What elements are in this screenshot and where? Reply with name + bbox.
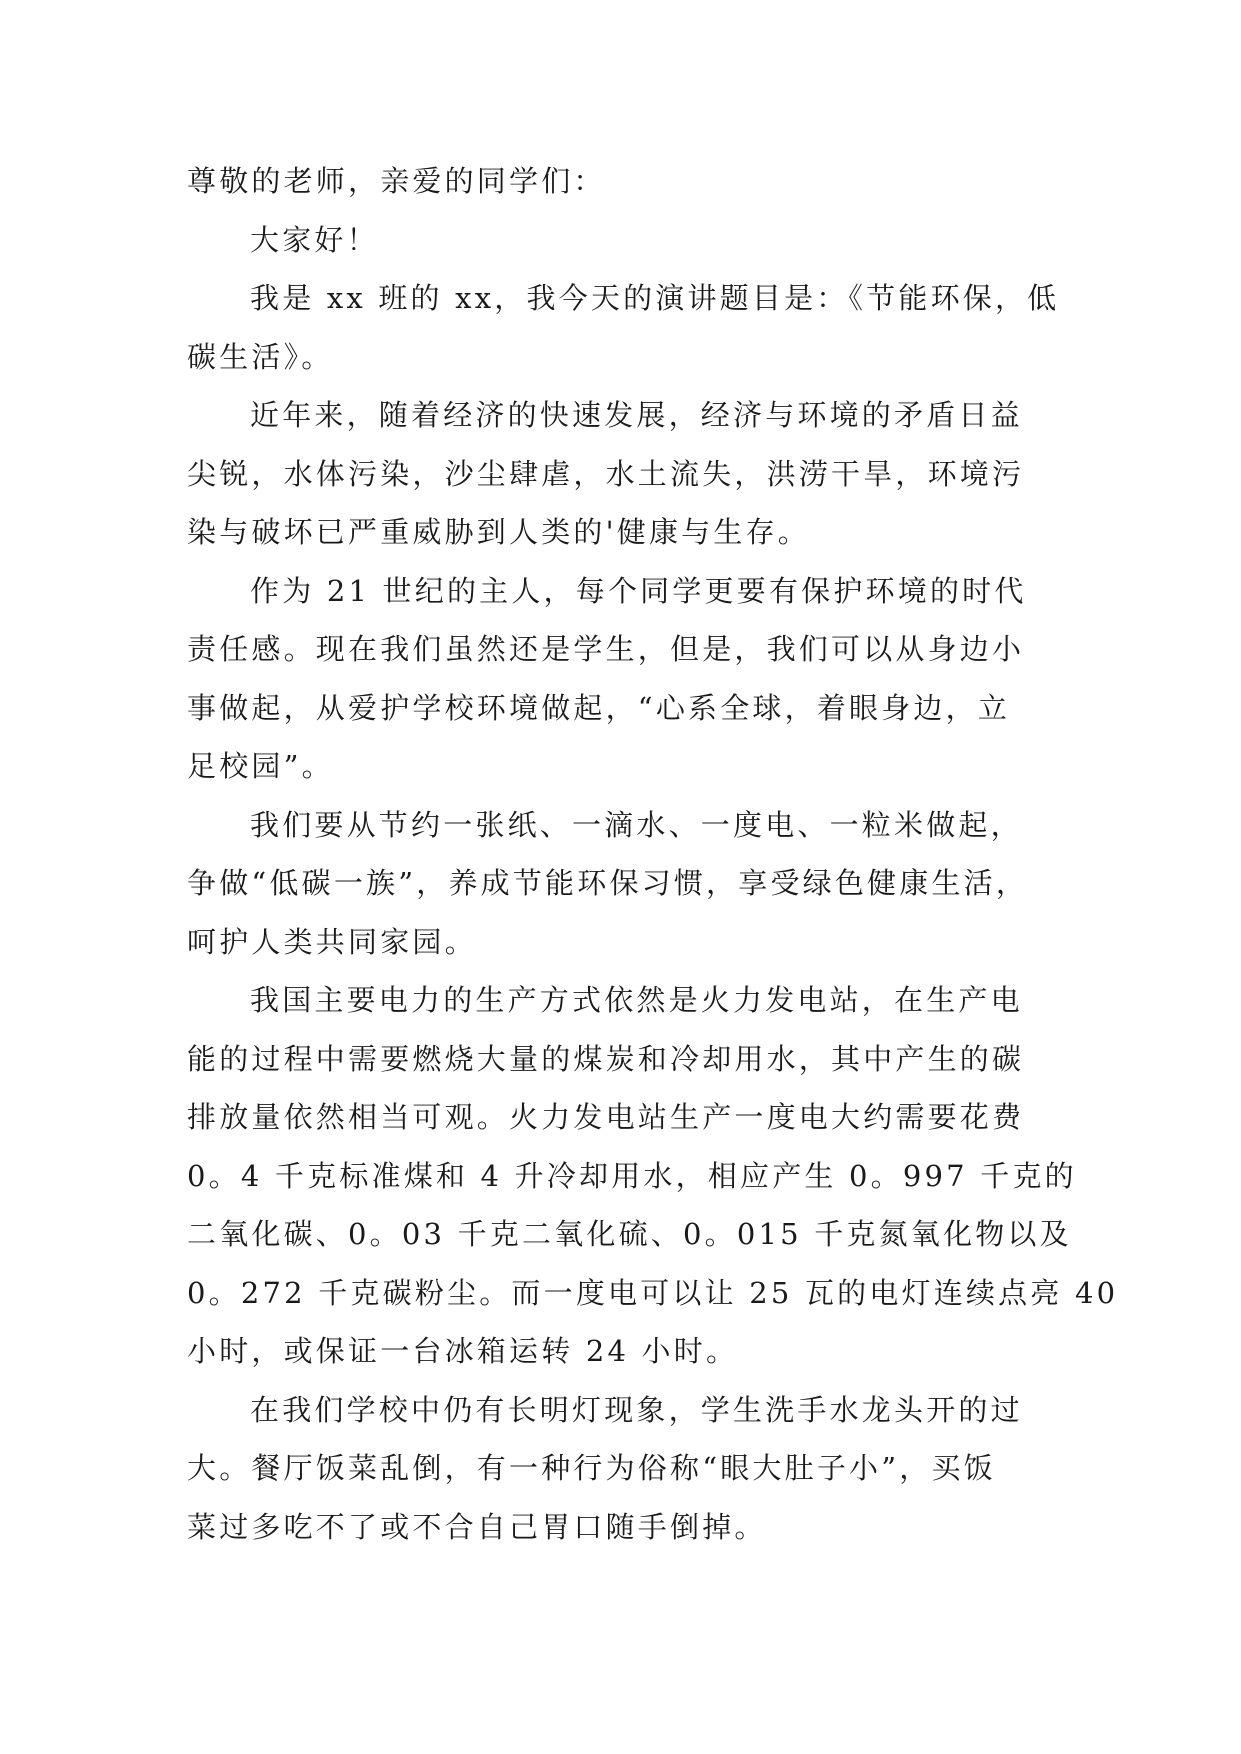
text-line: 尖锐，水体污染，沙尘肆虐，水土流失，洪涝干旱，环境污 <box>187 456 1025 491</box>
text-line: 碳生活》。 <box>187 339 334 374</box>
text-line: 在我们学校中仍有长明灯现象，学生洗手水龙头开的过 <box>250 1392 1023 1427</box>
text-line: 责任感。现在我们虽然还是学生，但是，我们可以从身边小 <box>187 632 1025 666</box>
text-line: 足校园”。 <box>187 749 334 783</box>
text-line: 二氧化碳、0。03 千克二氧化硫、0。015 千克氮氧化物以及 <box>187 1217 1072 1251</box>
text-line: 0。4 千克标准煤和 4 升冷却用水，相应产生 0。997 千克的 <box>187 1158 1077 1193</box>
text-line: 尊敬的老师，亲爱的同学们： <box>187 164 606 198</box>
text-line: 菜过多吃不了或不合自己胃口随手倒掉。 <box>187 1509 767 1544</box>
text-line: 作为 21 世纪的主人，每个同学更要有保护环境的时代 <box>250 573 1027 608</box>
text-line: 能的过程中需要燃烧大量的煤炭和冷却用水，其中产生的碳 <box>187 1041 1025 1076</box>
text-line: 0。272 千克碳粉尘。而一度电可以让 25 瓦的电灯连续点亮 40 <box>187 1275 1119 1310</box>
text-line: 大家好！ <box>250 222 379 257</box>
text-line: 排放量依然相当可观。火力发电站生产一度电大约需要花费 <box>187 1100 1025 1134</box>
document-body <box>187 152 1119 1556</box>
text-line: 我国主要电力的生产方式依然是火力发电站，在生产电 <box>250 983 1023 1017</box>
text-line: 争做“低碳一族”，养成节能环保习惯，享受绿色健康生活， <box>187 866 1029 900</box>
text-line: 我们要从节约一张纸、一滴水、一度电、一粒米做起， <box>250 807 1023 842</box>
text-line: 染与破坏已严重威胁到人类的'健康与生存。 <box>187 515 810 549</box>
text-line: 我是 xx 班的 xx，我今天的演讲题目是：《节能环保，低 <box>250 281 1060 315</box>
text-line: 近年来，随着经济的快速发展，经济与环境的矛盾日益 <box>250 398 1023 432</box>
text-line: 大。餐厅饭菜乱倒，有一种行为俗称“眼大肚子小”，买饭 <box>187 1451 996 1485</box>
text-line: 呵护人类共同家园。 <box>187 924 477 959</box>
text-line: 小时，或保证一台冰箱运转 24 小时。 <box>187 1334 739 1368</box>
text-line: 事做起，从爱护学校环境做起，“心系全球，着眼身边，立 <box>187 690 1011 725</box>
